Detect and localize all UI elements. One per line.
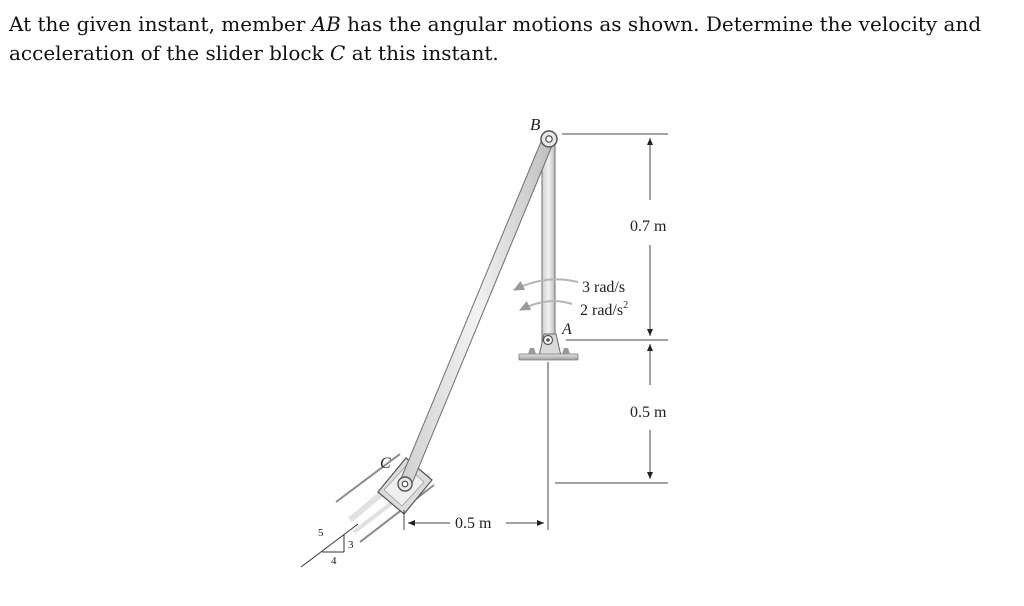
problem-text-part1: At the given instant, member — [9, 12, 312, 36]
problem-text-part2: has the angular motions as shown. Determine the velocity and acceleration of the slider block — [9, 12, 982, 65]
pin-b — [541, 131, 557, 147]
angular-acceleration-value: 2 rad/s — [580, 302, 624, 319]
label-c: C — [380, 455, 391, 472]
member-label: AB — [311, 12, 341, 36]
angular-velocity-label: 3 rad/s — [582, 279, 626, 296]
member-ab — [542, 135, 555, 347]
pin-c — [398, 477, 412, 491]
angular-acceleration-label — [580, 300, 628, 319]
block-label: C — [330, 41, 346, 65]
label-a: A — [562, 321, 572, 338]
problem-text-part3: at this instant. — [345, 41, 499, 65]
member-bc — [400, 137, 554, 486]
slope-label-rise: 3 — [348, 539, 354, 551]
angular-acceleration-exponent: 2 — [623, 300, 629, 311]
dimension-lines — [404, 134, 668, 530]
dimension-vertical-lower: 0.5 m — [630, 404, 667, 421]
slope-label-run: 4 — [331, 555, 337, 567]
label-b: B — [530, 115, 541, 134]
dimension-vertical-upper: 0.7 m — [630, 218, 667, 235]
slope-label-hypotenuse: 5 — [318, 527, 324, 539]
dimension-horizontal: 0.5 m — [455, 515, 492, 532]
